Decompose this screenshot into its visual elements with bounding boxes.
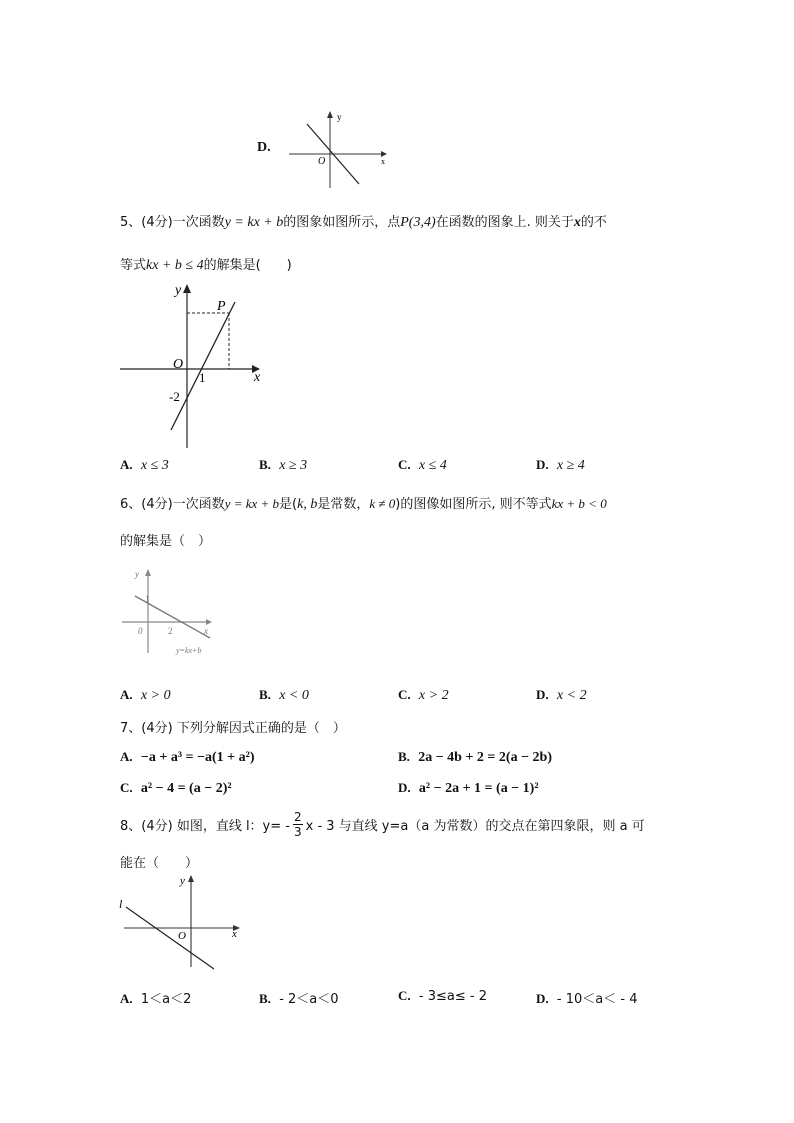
option-label: A. (120, 457, 133, 472)
q5-mid2: 在函数的图象上. 则关于 (435, 215, 574, 230)
tick-1-label: 1 (199, 370, 206, 385)
y-axis-arrow (183, 284, 191, 293)
option-label: A. (120, 749, 133, 764)
y-label: y (135, 569, 139, 579)
x-label: x (204, 626, 208, 636)
q8-option-b[interactable] (259, 988, 339, 1007)
q5-func: y = kx + b (224, 215, 284, 230)
q5-ineq: kx + b ≤ 4 (146, 258, 204, 273)
option-text: 2a − 4b + 2 = 2(a − 2b) (418, 750, 552, 765)
option-text: x < 0 (279, 688, 309, 703)
option-label: C. (398, 457, 411, 472)
q5-var: x (573, 215, 581, 230)
q8-stem-line1 (120, 805, 645, 843)
origin-label: O (173, 357, 184, 372)
option-label: C. (398, 988, 411, 1003)
q8-prefix: 8、(4分) 如图，直线 l：y= - (120, 818, 290, 834)
tick-1-label: 1 (145, 594, 150, 604)
q5-option-d[interactable] (536, 457, 585, 474)
option-text: a² − 4 = (a − 2)² (140, 781, 232, 796)
origin-label: O (318, 156, 326, 167)
q5-graph (118, 280, 268, 452)
line-l (126, 907, 214, 969)
q5-option-a[interactable] (120, 457, 169, 474)
y-label: y (180, 875, 185, 887)
option-label: B. (259, 687, 271, 702)
q8-after: x - 3 与直线 y=a（a 为常数）的交点在第四象限，则 a 可 (305, 818, 645, 834)
option-text: x > 2 (418, 688, 449, 703)
q6-mid1: 是( (279, 497, 298, 512)
q8-graph (116, 871, 246, 977)
line-l-label: l (119, 897, 123, 911)
q6-func: y = kx + b (224, 496, 280, 511)
q7-option-d[interactable] (398, 780, 539, 797)
option-label: A. (120, 687, 133, 702)
option-label: D. (398, 780, 411, 795)
option-label: D. (536, 687, 549, 702)
q6-option-b[interactable] (259, 687, 309, 704)
y-label: y (337, 112, 342, 122)
q7-stem: 7、(4分) 下列分解因式正确的是（ ） (120, 721, 346, 736)
option-label: D. (536, 991, 549, 1006)
option-text: x ≥ 4 (556, 458, 585, 473)
option-label: C. (398, 687, 411, 702)
x-label: x (381, 157, 385, 166)
q8-option-a[interactable] (120, 988, 191, 1007)
graph-caption: y=kx+b (176, 646, 202, 655)
q5-line2-b: 的解集是( ) (203, 258, 292, 273)
fraction-denominator: 3 (293, 824, 302, 839)
q6-option-a[interactable] (120, 687, 171, 704)
x-axis-arrow (206, 619, 212, 625)
q6-option-d[interactable] (536, 687, 587, 704)
option-text: x < 2 (556, 688, 587, 703)
option-text: x > 0 (140, 688, 171, 703)
x-label: x (232, 928, 237, 940)
option-label: B. (398, 749, 410, 764)
q7-option-a[interactable] (120, 749, 255, 766)
option-text: - 10＜a＜ - 4 (556, 992, 638, 1007)
q6-ineq: kx + b < 0 (551, 496, 607, 511)
q6-stem-line1 (120, 493, 607, 513)
option-label: C. (120, 780, 133, 795)
q5-end: 的不 (580, 215, 607, 230)
option-label: A. (120, 991, 133, 1006)
q7-option-c[interactable] (120, 780, 232, 797)
tick-2-label: 2 (168, 626, 173, 636)
y-axis-arrow (188, 875, 194, 882)
fraction-numerator: 2 (293, 809, 302, 824)
origin-label: 0 (138, 626, 143, 636)
q5-line2-a: 等式 (120, 258, 147, 273)
option-text: −a + a³ = −a(1 + a²) (140, 750, 255, 765)
q6-graph (120, 565, 220, 660)
option-label: B. (259, 457, 271, 472)
q5-stem-line1 (120, 211, 607, 231)
q8-option-d[interactable] (536, 988, 637, 1007)
tick-neg2-label: -2 (169, 389, 180, 404)
q8-option-c[interactable] (398, 988, 487, 1004)
q8-fraction (293, 810, 303, 839)
q6-option-c[interactable] (398, 687, 449, 704)
q6-prefix: 6、(4分)一次函数 (120, 497, 225, 512)
q5-prefix: 5、(4分)一次函数 (120, 215, 225, 230)
q4-option-d-label: D. (257, 140, 271, 155)
q7-option-b[interactable] (398, 749, 552, 766)
q6-stem-line2: 的解集是（ ） (120, 534, 212, 549)
option-text: x ≤ 4 (418, 458, 447, 473)
y-axis-arrow (327, 111, 333, 118)
option-text: - 2＜a＜0 (279, 992, 339, 1007)
q6-cond: k ≠ 0 (369, 496, 396, 511)
option-text: a² − 2a + 1 = (a − 1)² (418, 781, 539, 796)
option-text: 1＜a＜2 (140, 992, 192, 1007)
x-label: x (254, 370, 261, 385)
option-text: - 3≤a≤ - 2 (418, 989, 487, 1004)
point-p-label: P (217, 299, 226, 314)
q6-kb: k, b (297, 497, 318, 512)
option-label: B. (259, 991, 271, 1006)
q5-point: P(3,4) (400, 215, 436, 230)
y-axis-arrow (145, 569, 151, 576)
option-text: x ≤ 3 (140, 458, 169, 473)
q6-mid3: )的图像如图所示, 则不等式 (395, 497, 552, 512)
q4-option-d-graph (285, 108, 390, 188)
q6-mid2: 是常数， (317, 497, 370, 512)
q5-stem-line2 (120, 254, 292, 274)
q5-mid1: 的图象如图所示，点 (283, 215, 401, 230)
y-label: y (175, 283, 182, 298)
option-text: x ≥ 3 (279, 458, 308, 473)
q5-option-b[interactable] (259, 457, 307, 474)
q5-option-c[interactable] (398, 457, 447, 474)
option-label: D. (536, 457, 549, 472)
origin-label: O (178, 930, 186, 942)
q8-stem-line2: 能在（ ） (120, 856, 199, 871)
